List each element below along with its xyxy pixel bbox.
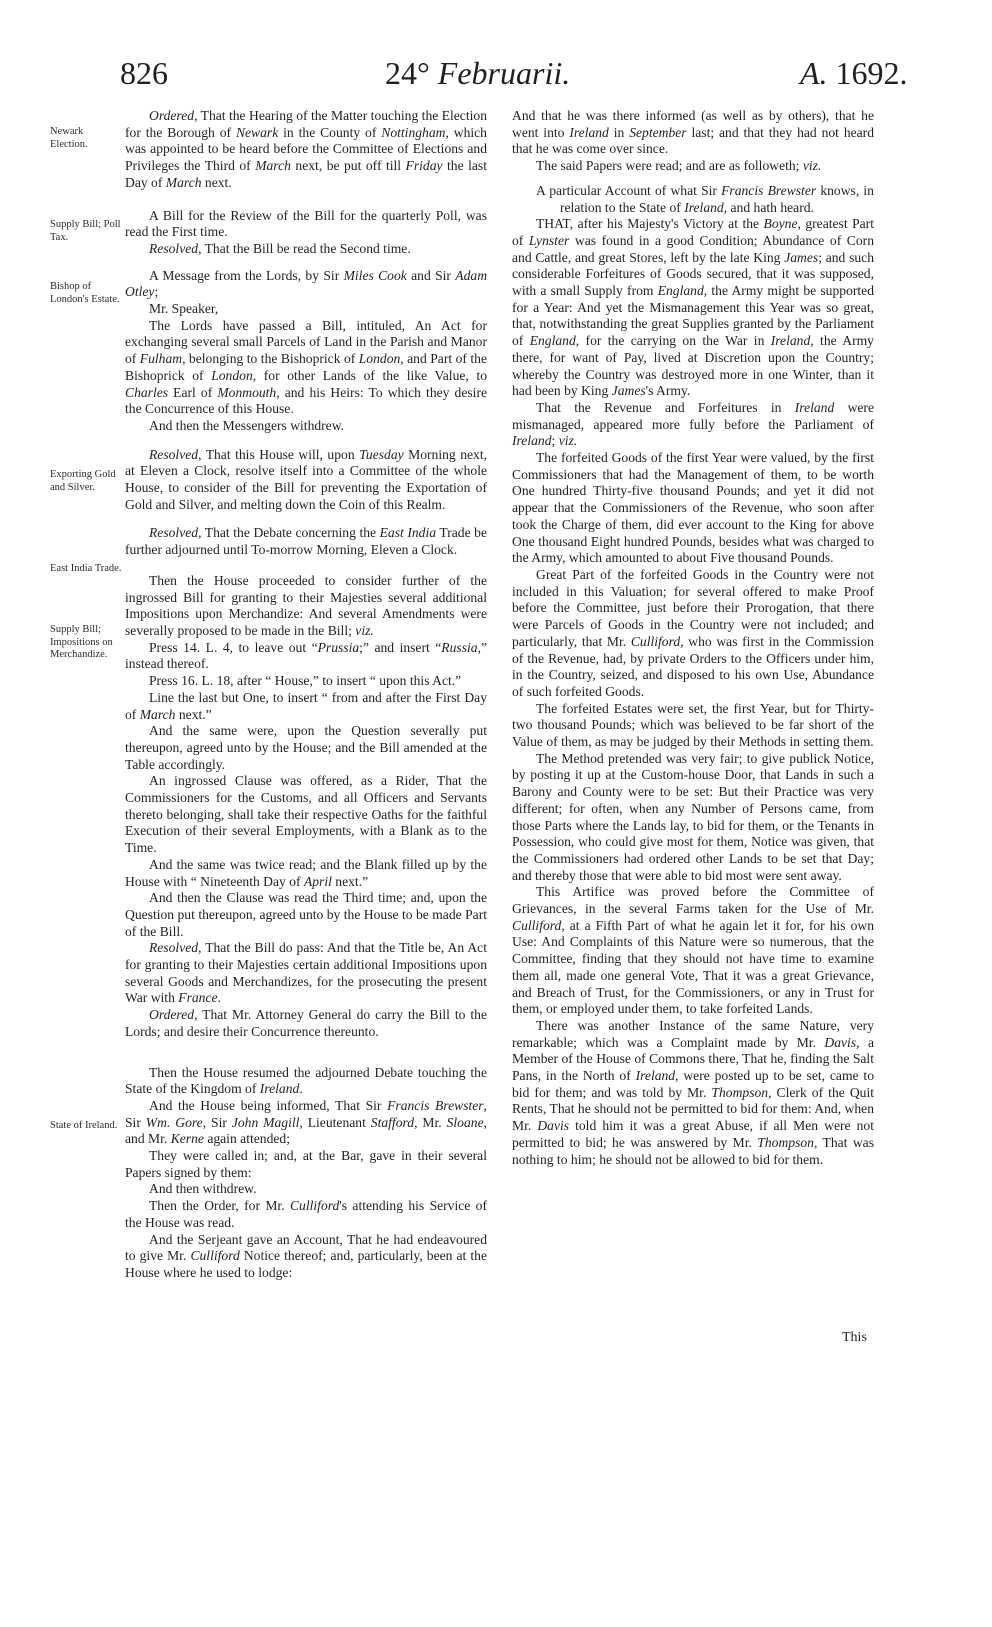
right-column (512, 108, 874, 1168)
italic-run: Charles (125, 384, 169, 400)
paragraph (512, 216, 874, 400)
italic-run: Resolved (149, 240, 199, 256)
text-run: 's attending his Service of the House was read. (125, 1198, 488, 1230)
text-run: , and hath heard. (723, 199, 814, 215)
paragraph: And then withdrew. (149, 1181, 257, 1197)
paragraph (512, 884, 874, 1018)
italic-run: Miles Cook (343, 267, 407, 283)
paragraph: Press 16. L. 18, after “ House,” to insert “ upon this Act.” (149, 673, 462, 689)
text-run: , Clerk of the Quit Rents, That he should not be permitted to bid for them: And, when Mr. (512, 1084, 875, 1134)
paragraph: The forfeited Goods of the first Year were valued, by the first Commissioners that had the Management of them, to be worth One hundred Thirty-five thousand Pounds; and yet it did not appear that the Commissioners of the Revenue, who soon after took the Charge of them, did ever account to the King for above One thousand Eight hundred Pounds, besides what was charged to the Army, which amounted to about Five thousand Pounds. (512, 450, 874, 566)
italic-run: London (211, 367, 253, 383)
italic-run: Prussia (317, 639, 360, 655)
text-run: next.” (175, 706, 212, 722)
paragraph (125, 1098, 487, 1148)
italic-run: Ireland (684, 199, 724, 215)
italic-run: England (529, 333, 576, 349)
text-run: , greatest Part of (512, 216, 874, 248)
italic-run: Boyne (763, 216, 798, 232)
paragraph: Mr. Speaker, (149, 301, 219, 317)
text-run: told him it was a great Abuse, if all Men were not permitted to bid; he was answered by Mr. (512, 1118, 874, 1150)
italic-run: Ireland (794, 399, 835, 415)
italic-run: Adam Otley (125, 267, 488, 300)
text-run: , were posted up to be set, came to bid for them; and was told by Mr. (512, 1068, 875, 1100)
margin-note-east-india: East India Trade. (50, 563, 122, 574)
text-run: And the House being informed, That Sir (149, 1097, 388, 1113)
italic-run: Lynster (528, 232, 570, 248)
italic-run: Ireland (770, 333, 811, 349)
italic-run: Resolved (149, 940, 199, 956)
text-run: , belonging to the Bishoprick of (182, 351, 359, 367)
text-run: Great Part of the forfeited Goods in the Country were not included in this Valuation; for several offered to make Proof before the Committee, just before their Prorogation, that there were Parcels of Goods in the Country were not included; and particularly, that Mr. (512, 566, 874, 649)
text-run: ; (154, 284, 159, 300)
italic-run: England (657, 283, 704, 299)
paragraph (125, 1007, 487, 1040)
italic-run: Francis Brewster (387, 1097, 484, 1113)
paragraph (512, 108, 874, 158)
text-run: ; and such considerable Forfeitures of Goods secured, that it was supposed, with a small Supply from (512, 249, 874, 299)
text-run: A Message from the Lords, by Sir (149, 267, 344, 283)
year-prefix: A. (800, 55, 828, 91)
text-run: , That Mr. Attorney General do carry the Bill to the Lords; and desire their Concurrence thereunto. (125, 1007, 487, 1039)
italic-run: Ordered (149, 1007, 195, 1023)
text-run: 's Army. (645, 383, 691, 399)
italic-run: James (611, 383, 646, 399)
text-run: And the same was twice read; and the Blank filled up by the House with “ Nineteenth Day of (125, 856, 487, 889)
italic-run: Kerne (170, 1131, 204, 1147)
italic-run: Francis Brewster (721, 182, 817, 198)
text-run: Press 14. L. 4, to leave out “ (149, 639, 318, 655)
paragraph: The forfeited Estates were set, the first Year, but for Thirty-two thousand Pounds; which was believed to be far short of the Value of them, as may be judged by their Methods in setting them. (512, 700, 874, 750)
italic-run: Ordered (149, 108, 195, 123)
text-run: , and his Heirs: To which they desire the Concurrence of this House. (125, 384, 488, 417)
italic-run: March (255, 158, 291, 174)
italic-run: Culliford (630, 633, 681, 649)
paragraph (125, 525, 487, 558)
text-run: ; (551, 433, 559, 449)
paragraph: And the same were, upon the Question severally put thereupon, agreed unto by the House; and the Bill amended at the Table accordingly. (125, 723, 487, 772)
italic-run: Friday (405, 158, 443, 174)
text-run: , That the Hearing of the Matter touching the Election for the Borough of (125, 108, 487, 140)
text-run: next, be put off till (290, 158, 406, 174)
paragraph (512, 158, 874, 175)
italic-run: April (303, 873, 332, 889)
text-run: Then the House resumed the adjourned Debate touching the State of the Kingdom of (125, 1064, 487, 1097)
italic-run: Tuesday (359, 446, 404, 462)
paragraph: And then the Clause was read the Third time; and, upon the Question put thereupon, agreed unto by the House to be made Part of the Bill. (125, 890, 487, 939)
page-year (800, 55, 908, 92)
paragraph: And then the Messengers withdrew. (149, 417, 345, 433)
italic-run: Resolved (149, 446, 199, 462)
italic-run: East India (379, 525, 437, 541)
italic-run: Ireland (259, 1081, 300, 1097)
page-header (0, 55, 992, 105)
text-run: ;” and insert “ (359, 639, 442, 655)
text-run: , for the carrying on the War in (575, 333, 771, 349)
italic-run: Newark (235, 124, 279, 140)
paragraph (125, 1232, 487, 1282)
text-run: And the Serjeant gave an Account, That he had endeavoured to give Mr. (125, 1231, 487, 1264)
paragraph (512, 400, 874, 450)
paragraph (125, 241, 487, 258)
paragraph: A Bill for the Review of the Bill for the quarterly Poll, was read the First time. (125, 207, 487, 240)
text-run: Line the last but One, to insert “ from and after the First Day of (125, 689, 487, 722)
italic-run: Culliford (190, 1248, 240, 1264)
italic-run: Sloane (446, 1114, 484, 1130)
text-run: in the County of (278, 124, 382, 140)
margin-note-newark: Newark Election. (50, 126, 88, 150)
italic-run: March (165, 174, 202, 190)
text-run: This Artifice was proved before the Committee of Grievances, in the several Farms taken for the Use of Mr. (512, 884, 874, 917)
text-run: were mismanaged, appeared more fully before the Parliament of (512, 399, 874, 432)
italic-run: Culliford (289, 1198, 340, 1214)
text-run: was found in a good Condition; Abundance of Corn and Cattle, and great Stores, left by the late King (512, 232, 874, 265)
text-run: , Lieutenant (299, 1114, 371, 1130)
text-run: A particular Account of what Sir (536, 182, 722, 198)
italic-run: London (358, 351, 401, 367)
text-run: in (608, 124, 630, 140)
italic-run: Ireland (512, 433, 552, 449)
text-run: And that he was there informed (as well as by others), that he went into (512, 108, 874, 140)
document-subtitle (536, 183, 874, 216)
italic-run: Fulham (139, 351, 183, 367)
text-run: , That was nothing to him; he should not be allowed to bid for them. (512, 1134, 874, 1167)
italic-run: Russia (441, 639, 478, 655)
italic-run: Wm. Gore (145, 1114, 203, 1130)
italic-run: Stafford (370, 1114, 415, 1130)
italic-run: Monmouth (217, 384, 277, 400)
text-run: Trade be further adjourned until To-morrow Morning, Eleven a Clock. (125, 525, 487, 558)
margin-note-exporting: Exporting Gold and Silver. (50, 469, 116, 493)
text-run: ,” instead thereof. (125, 639, 487, 672)
text-run: , the Army might be supported for a Year: And yet the Mismanagement this Year was so great, that, notwithstanding the great Supplies granted by the Parliament of (512, 283, 875, 349)
paragraph (125, 857, 487, 890)
italic-run: March (139, 706, 176, 722)
text-run: , the Army there, for want of Pay, lived at Discretion upon the Country; whereby the Country was destroyed more in one Winter, than it had been by King (512, 333, 874, 399)
paragraph: An ingrossed Clause was offered, as a Rider, That the Commissioners for the Customs, and all Officers and Servants thereto belonging, shall take their respective Oaths for the faithful Execution of their several Employments, with a Blank as to the Time. (125, 773, 487, 856)
text-run: THAT, after his Majesty's Victory at the (536, 216, 764, 232)
text-run: the last Day of (125, 158, 487, 190)
italic-run: viz. (558, 433, 578, 449)
date-day: 24° (385, 55, 430, 91)
italic-run: James (784, 249, 819, 265)
text-run: Then the Order, for Mr. (149, 1198, 290, 1214)
text-run: knows, in relation to the State of (560, 182, 874, 215)
paragraph (125, 1065, 487, 1098)
italic-run: Nottingham (381, 124, 446, 140)
text-run: and Sir (406, 267, 456, 283)
italic-run: Ireland (569, 124, 609, 140)
italic-run: Thompson (711, 1084, 769, 1100)
text-run: Earl of (168, 384, 218, 400)
page-date (385, 55, 570, 92)
text-run: next.” (331, 873, 369, 889)
text-run: , That the Debate concerning the (198, 525, 380, 541)
margin-note-supply-merch: Supply Bill; Impositions on Merchandize. (50, 624, 113, 660)
text-run: last; and that they had not heard that he was come over since. (512, 124, 875, 157)
italic-run: Culliford (512, 917, 562, 933)
paragraph (125, 268, 487, 301)
text-run: Morning next, at Eleven a Clock, resolve itself into a Committee of the whole House, to consider of the Bill for preventing the Exportation of Gold and Silver, and melting down the Coin of this Realm. (125, 446, 488, 512)
paragraph (125, 1198, 487, 1231)
paragraph (125, 318, 487, 418)
italic-run: John Magill (231, 1114, 300, 1130)
text-run: . (299, 1081, 303, 1097)
text-run: , and Mr. (125, 1114, 488, 1147)
text-run: , which was appointed to be heard before the Committee of Elections and Privileges the Third of (125, 124, 487, 174)
text-run: , Sir (125, 1097, 487, 1130)
text-run: again attended; (203, 1131, 290, 1147)
text-run: That the Revenue and Forfeitures in (536, 399, 795, 415)
paragraph (125, 940, 487, 1007)
viz-abbrev: viz. (802, 158, 822, 174)
paragraph (512, 1018, 874, 1168)
text-run: There was another Instance of the same Nature, very remarkable; which was a Complaint made by Mr. (512, 1017, 874, 1050)
text-run: Notice thereof; and, particularly, been at the House where he used to lodge: (125, 1248, 487, 1280)
date-month: Februarii. (437, 55, 571, 91)
italic-run: France (178, 990, 218, 1006)
text-run: The Lords have passed a Bill, intituled, An Act for exchanging several small Parcels of Land in the Parish and Manor of (125, 317, 487, 367)
text-run: , a Member of the House of Commons there, That he, finding the Salt Pans, in the North of (512, 1034, 874, 1084)
paragraph (125, 447, 487, 514)
paragraph (125, 573, 487, 640)
italic-run: September (629, 124, 687, 140)
paragraph (125, 690, 487, 723)
page-number: 826 (120, 55, 168, 91)
paragraph-text: The said Papers were read; and are as followeth; (536, 158, 800, 174)
paragraph: The Method pretended was very fair; to give publick Notice, by posting it up at the Custom-house Door, that Lands in such a Barony and County were to be set: But their Practice was very different; for often, when any Number of Persons came, from those Parts where the Lands lay, to bid for them, or the Tenants in Possession, who could give most for them, Notice was given, that the Commissioners had ordered other Lands to be set that Day; and thereby those that were able to bid most were sent away. (512, 750, 874, 883)
italic-run: Resolved (149, 525, 199, 541)
paragraph: They were called in; and, at the Bar, gave in their several Papers signed by them: (125, 1148, 487, 1180)
margin-note-bishop: Bishop of London's Estate. (50, 281, 120, 305)
text-run: , That this House will, upon (198, 446, 360, 462)
margin-note-supply-poll: Supply Bill; Poll Tax. (50, 219, 121, 243)
viz-abbrev: viz. (355, 622, 374, 638)
paragraph (125, 108, 487, 192)
text-run: , and Part of the Bishoprick of (125, 351, 487, 383)
text-run: , Mr. (414, 1114, 447, 1130)
text-run: next. (201, 174, 232, 190)
paragraph (512, 567, 874, 701)
text-run: , at a Fifth Part of what he again let it for, for his own Use: And Complaints of this Nature were so numerous, that the Committee, finding that they should not have time to examine them all, made one general Vote, That it was a great Grievance, and Breach of Trust, for the Commissioners, or any in Trust for them, or employed under them, to take forfeited Lands. (512, 917, 874, 1017)
italic-run: Davis (824, 1034, 857, 1050)
text-run: , That the Bill be read the Second time. (198, 240, 411, 256)
margin-note-state-ireland: State of Ireland. (50, 1120, 118, 1131)
text-run: , Sir (202, 1114, 232, 1130)
text-run: , for other Lands of the like Value, to (252, 367, 487, 383)
catchword: This (842, 1330, 867, 1345)
italic-run: Ireland (635, 1068, 676, 1084)
italic-run: Davis (537, 1118, 570, 1134)
left-column (125, 108, 487, 1282)
italic-run: Thompson (757, 1134, 814, 1150)
paragraph (125, 640, 487, 673)
year-value: 1692. (835, 55, 908, 91)
text-run: , That the Bill do pass: And that the Title be, An Act for granting to their Majesties certain additional Impositions upon several Goods and Merchandizes, for the prosecuting the present War with (125, 940, 487, 1006)
paragraph-text: Then the House proceeded to consider further of the ingrossed Bill for granting to their Majesties several additional Impositions upon Merchandize: And several Amendments were severally proposed to be made in the Bill; (125, 572, 487, 638)
text-run: , who was first in the Commission of the Revenue, had, by private Orders to the Officers under him, in the Country, seized, and disposed to his own Use, Abundance of such forfeited Goods. (512, 633, 874, 699)
text-run: . (217, 990, 221, 1006)
